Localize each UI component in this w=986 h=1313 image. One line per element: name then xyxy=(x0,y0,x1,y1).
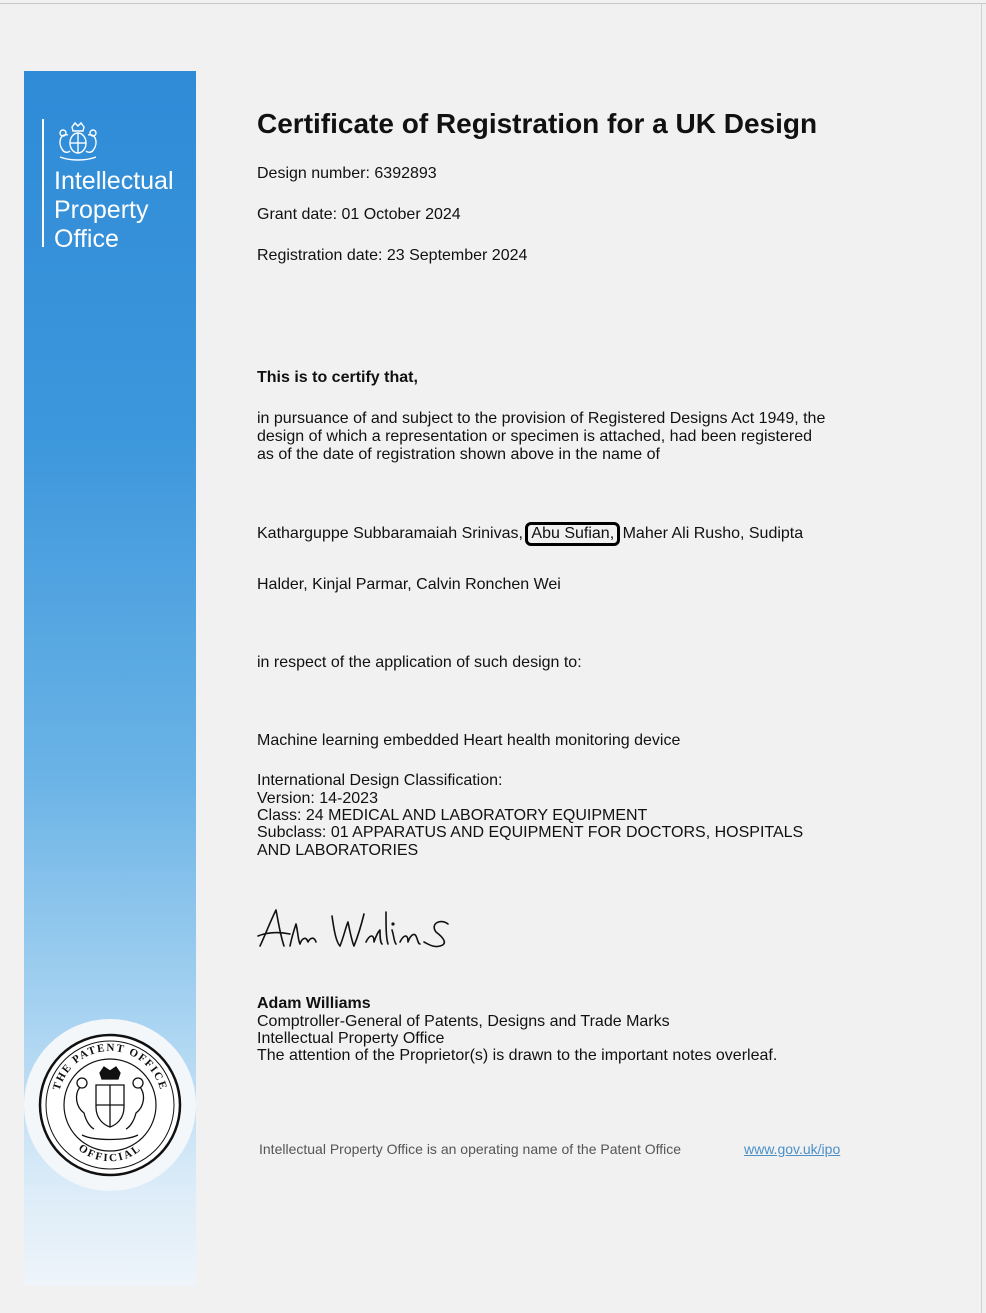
signatory-office: Intellectual Property Office xyxy=(257,1030,445,1047)
proprietor-names-line-2: Halder, Kinjal Parmar, Calvin Ronchen Wei xyxy=(257,576,561,593)
logo-line-1: Intellectual xyxy=(54,167,174,195)
classification-class: Class: 24 MEDICAL AND LABORATORY EQUIPMENT xyxy=(257,807,648,824)
signatory-title: Comptroller-General of Patents, Designs and Trade Marks xyxy=(257,1013,670,1030)
certificate-title: Certificate of Registration for a UK Design xyxy=(257,108,818,139)
respect-line: in respect of the application of such design to: xyxy=(257,654,582,671)
logo-line-2: Property xyxy=(54,196,149,224)
footer-text: Intellectual Property Office is an operating name of the Patent Office xyxy=(259,1141,682,1157)
ipo-logo-text xyxy=(54,167,174,254)
classification-subclass: Subclass: 01 APPARATUS AND EQUIPMENT FOR DOCTORS, HOSPITALS xyxy=(257,824,804,841)
svg-text:THE PATENT OFFICE: THE PATENT OFFICE xyxy=(50,1041,170,1092)
logo-line-3: Office xyxy=(54,225,119,253)
names-part-1: Katharguppe Subbaramaiah Srinivas, xyxy=(257,525,523,542)
design-title: Machine learning embedded Heart health monitoring device xyxy=(257,732,681,749)
pursuance-line-2: design of which a representation or specimen is attached, had been registered xyxy=(257,428,813,445)
logo-divider xyxy=(42,119,44,247)
classification-heading: International Design Classification: xyxy=(257,772,503,789)
svg-text:OFFICIAL: OFFICIAL xyxy=(76,1142,144,1165)
names-part-2: Maher Ali Rusho, Sudipta xyxy=(622,525,804,542)
patent-office-seal xyxy=(24,1003,196,1203)
highlighted-name: Abu Sufian, xyxy=(525,522,620,546)
pursuance-line-1: in pursuance of and subject to the provision of Registered Designs Act 1949, the xyxy=(257,410,826,427)
royal-crest-icon xyxy=(52,121,104,163)
top-border xyxy=(0,3,986,4)
design-number: Design number: 6392893 xyxy=(257,165,437,182)
classification-version: Version: 14-2023 xyxy=(257,790,378,807)
signatory-name: Adam Williams xyxy=(257,995,371,1012)
pursuance-line-3: as of the date of registration shown above in the name of xyxy=(257,446,660,463)
proprietor-note: The attention of the Proprietor(s) is drawn to the important notes overleaf. xyxy=(257,1047,778,1064)
footer-link[interactable]: www.gov.uk/ipo xyxy=(744,1141,841,1157)
grant-date: Grant date: 01 October 2024 xyxy=(257,206,461,223)
classification-subclass-cont: AND LABORATORIES xyxy=(257,842,419,859)
proprietor-names-line-1 xyxy=(257,522,803,546)
certify-heading: This is to certify that, xyxy=(257,369,418,386)
registration-date: Registration date: 23 September 2024 xyxy=(257,247,528,264)
right-border xyxy=(981,3,982,1313)
handwritten-signature xyxy=(254,902,454,958)
